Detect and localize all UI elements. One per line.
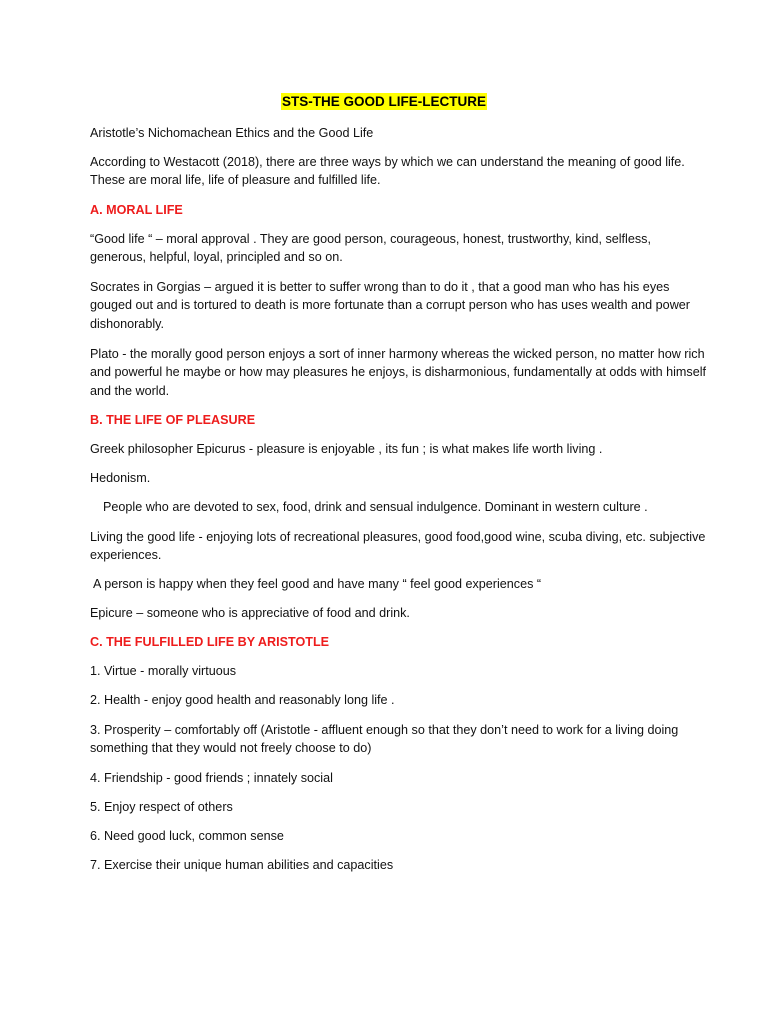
intro-paragraph: According to Westacott (2018), there are three ways by which we can understand the meaning of good life. These are moral life, life of pleasure and fulfilled life.	[90, 155, 685, 188]
epicurus-paragraph: Greek philosopher Epicurus - pleasure is enjoyable , its fun ; is what makes life worth living .	[90, 442, 603, 456]
section-heading-moral-life: A. MORAL LIFE	[90, 203, 183, 217]
list-item-health: 2. Health - enjoy good health and reasonably long life .	[90, 693, 395, 707]
document-title: STS-THE GOOD LIFE-LECTURE	[282, 94, 486, 109]
section-heading-fulfilled-life: C. THE FULFILLED LIFE BY ARISTOTLE	[90, 635, 330, 649]
section-heading-life-of-pleasure: B. THE LIFE OF PLEASURE	[90, 413, 256, 427]
list-item-prosperity: 3. Prosperity – comfortably off (Aristotle - affluent enough so that they don’t need to work for a living doing something that they would not freely choose to do)	[90, 723, 679, 756]
title-container	[0, 93, 768, 111]
subtitle-paragraph: Aristotle’s Nichomachean Ethics and the Good Life	[90, 126, 374, 140]
list-item-virtue: 1. Virtue - morally virtuous	[90, 664, 237, 678]
plato-paragraph: Plato - the morally good person enjoys a sort of inner harmony whereas the wicked person, no matter how rich and powerful he maybe or how may pleasures he enjoys, is disharmonious, fundamentally at odds with himself and the world.	[90, 347, 707, 398]
devoted-people-paragraph: People who are devoted to sex, food, drink and sensual indulgence. Dominant in western culture .	[103, 500, 648, 514]
socrates-paragraph: Socrates in Gorgias – argued it is better to suffer wrong than to do it , that a good man who has his eyes gouged out and is tortured to death is more fortunate than a corrupt person who has uses wealth and power dishonorably.	[90, 280, 690, 331]
good-life-paragraph: “Good life “ – moral approval . They are good person, courageous, honest, trustworthy, kind, selfless, generous, helpful, loyal, principled and so on.	[90, 232, 651, 265]
list-item-good-luck: 6. Need good luck, common sense	[90, 829, 284, 843]
living-good-life-paragraph: Living the good life - enjoying lots of recreational pleasures, good food,good wine, scuba diving, etc. subjective experiences.	[90, 530, 706, 563]
list-item-friendship: 4. Friendship - good friends ; innately social	[90, 771, 333, 785]
epicure-paragraph: Epicure – someone who is appreciative of food and drink.	[90, 606, 410, 620]
list-item-respect: 5. Enjoy respect of others	[90, 800, 233, 814]
list-item-human-abilities: 7. Exercise their unique human abilities and capacities	[90, 858, 394, 872]
happy-person-paragraph: A person is happy when they feel good and have many “ feel good experiences “	[93, 577, 542, 591]
hedonism-paragraph: Hedonism.	[90, 471, 151, 485]
